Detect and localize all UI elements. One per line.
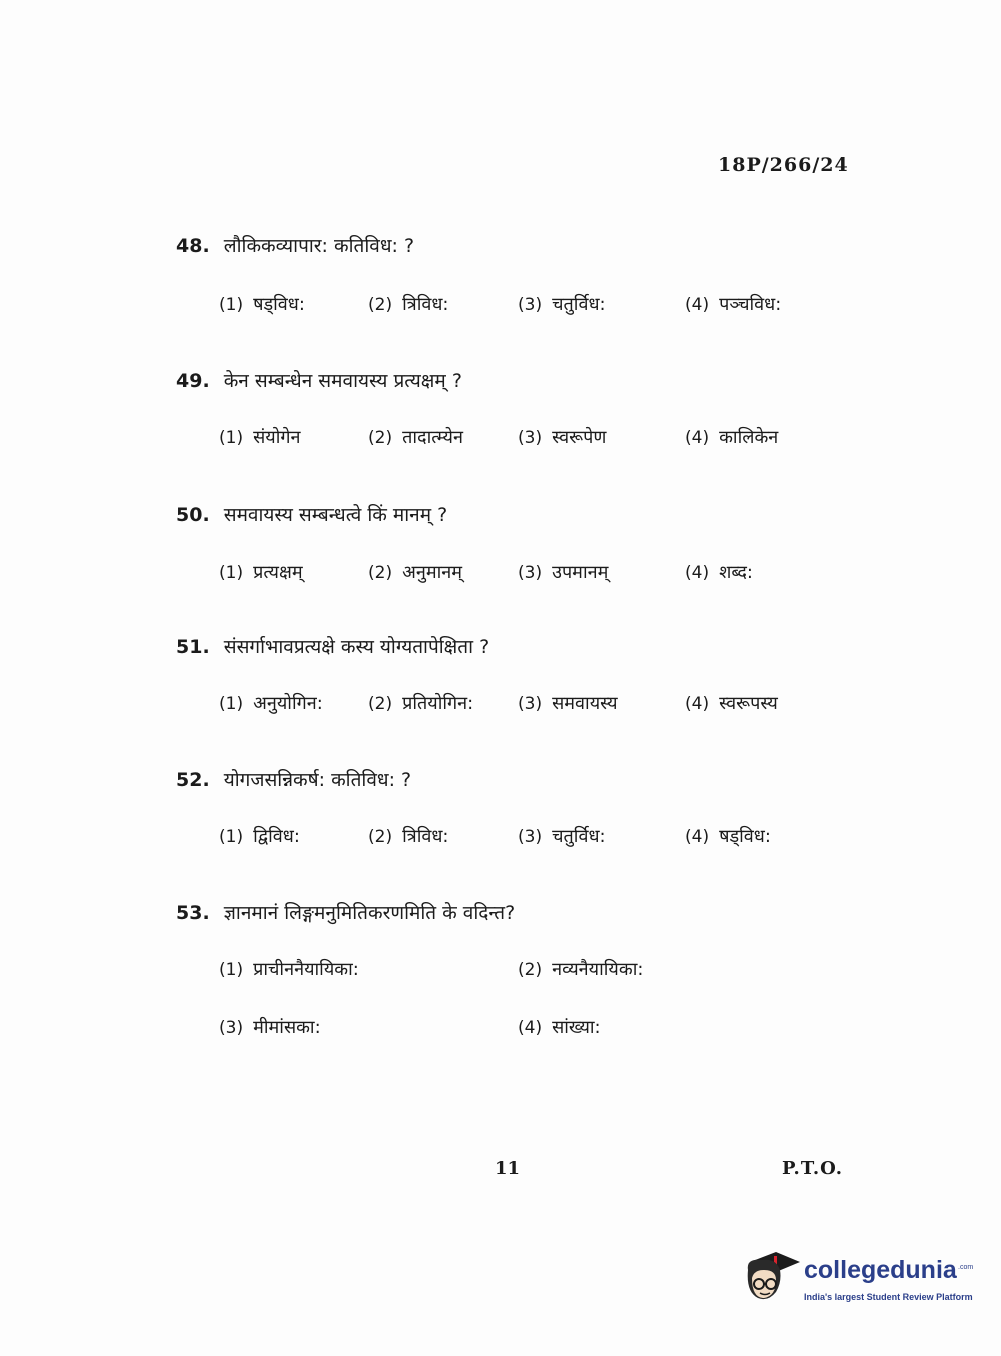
option-2[interactable]: (2) प्रतियोगिन: — [368, 693, 474, 714]
option-3[interactable]: (3) स्वरूपेण — [518, 427, 607, 448]
question-text: संसर्गाभावप्रत्यक्षे कस्य योग्यतापेक्षिता ? — [223, 636, 490, 658]
question-text: ज्ञानमानं लिङ्गमनुमितिकरणमिति के वदिन्त? — [223, 902, 516, 924]
question-number: 48. — [176, 235, 210, 257]
options-53-row2 — [0, 1014, 1001, 1044]
option-2[interactable]: (2) नव्यनैयायिका: — [518, 959, 644, 980]
collegedunia-watermark — [742, 1248, 972, 1314]
question-text: केन सम्बन्धेन समवायस्य प्रत्यक्षम् ? — [223, 370, 462, 392]
option-1[interactable]: (1) अनुयोगिन: — [219, 693, 323, 714]
option-4[interactable]: (4) सांख्या: — [518, 1017, 601, 1038]
question-number: 53. — [176, 902, 210, 924]
option-2[interactable]: (2) तादात्म्येन — [368, 427, 463, 448]
options-52 — [0, 823, 1001, 853]
option-3[interactable]: (3) चतुर्विध: — [518, 826, 606, 847]
question-50 — [176, 502, 447, 528]
option-1[interactable]: (1) प्रत्यक्षम् — [219, 562, 303, 583]
option-2[interactable]: (2) त्रिविध: — [368, 826, 449, 847]
question-text: लौकिकव्यापार: कतिविध: ? — [223, 235, 415, 257]
option-1[interactable]: (1) संयोगेन — [219, 427, 301, 448]
options-50 — [0, 559, 1001, 589]
option-2[interactable]: (2) अनुमानम् — [368, 562, 463, 583]
question-51 — [176, 634, 489, 660]
options-49 — [0, 424, 1001, 454]
question-number: 49. — [176, 370, 210, 392]
question-number: 52. — [176, 769, 210, 791]
options-48 — [0, 291, 1001, 321]
option-4[interactable]: (4) शब्द: — [685, 562, 753, 583]
options-53-row1 — [0, 956, 1001, 986]
brand-name: collegedunia — [804, 1256, 957, 1284]
question-48 — [176, 233, 414, 259]
question-number: 51. — [176, 636, 210, 658]
brand-tagline: India's largest Student Review Platform — [804, 1292, 973, 1302]
option-4[interactable]: (4) स्वरूपस्य — [685, 693, 778, 714]
options-51 — [0, 690, 1001, 720]
option-4[interactable]: (4) कालिकेन — [685, 427, 779, 448]
brand-dotcom: .com — [958, 1264, 974, 1271]
mascot-icon — [742, 1248, 802, 1314]
option-1[interactable]: (1) प्राचीननैयायिका: — [219, 959, 359, 980]
option-1[interactable]: (1) षड्विध: — [219, 294, 305, 315]
pto-label: P.T.O. — [782, 1158, 844, 1179]
page-number: 11 — [495, 1158, 521, 1179]
question-text: समवायस्य सम्बन्धत्वे किं मानम् ? — [223, 504, 448, 526]
option-4[interactable]: (4) षड्विध: — [685, 826, 771, 847]
question-number: 50. — [176, 504, 210, 526]
question-49 — [176, 368, 462, 394]
option-1[interactable]: (1) द्विविध: — [219, 826, 300, 847]
question-53 — [176, 900, 515, 926]
option-3[interactable]: (3) चतुर्विध: — [518, 294, 606, 315]
question-52 — [176, 767, 411, 793]
option-4[interactable]: (4) पञ्चविध: — [685, 294, 782, 315]
option-3[interactable]: (3) मीमांसका: — [219, 1017, 321, 1038]
paper-code: 18P/266/24 — [718, 154, 849, 176]
option-2[interactable]: (2) त्रिविध: — [368, 294, 449, 315]
option-3[interactable]: (3) समवायस्य — [518, 693, 618, 714]
option-3[interactable]: (3) उपमानम् — [518, 562, 609, 583]
question-text: योगजसन्निकर्ष: कतिविध: ? — [223, 769, 412, 791]
